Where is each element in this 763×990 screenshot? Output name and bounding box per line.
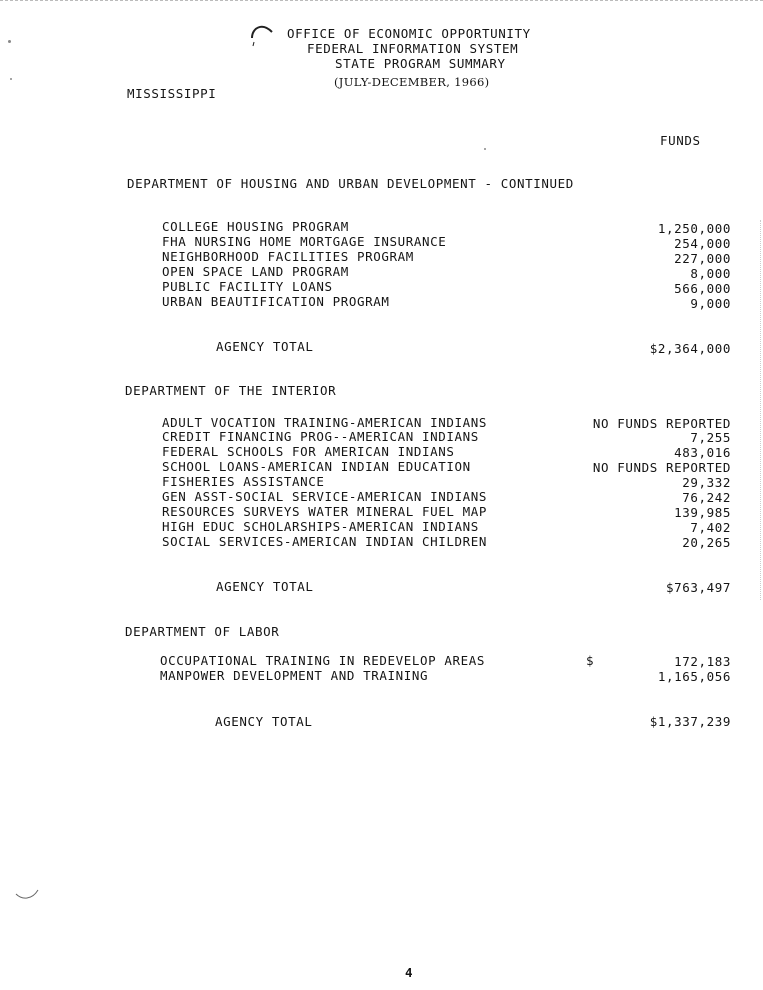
agency-total-amount: $2,364,000 bbox=[649, 341, 731, 356]
section-title: DEPARTMENT OF HOUSING AND URBAN DEVELOPMENT - CONTINUED bbox=[127, 176, 574, 191]
funds-column-header: FUNDS bbox=[660, 133, 701, 148]
program-amount: 483,016 bbox=[674, 445, 731, 460]
header-system-title: FEDERAL INFORMATION SYSTEM bbox=[307, 41, 519, 56]
agency-total-amount: $763,497 bbox=[665, 580, 731, 595]
header-office-title: OFFICE OF ECONOMIC OPPORTUNITY bbox=[287, 26, 531, 41]
program-name: OCCUPATIONAL TRAINING IN REDEVELOP AREAS bbox=[160, 653, 486, 668]
program-amount: 139,985 bbox=[674, 505, 731, 520]
scan-speck bbox=[484, 148, 486, 150]
program-name: PUBLIC FACILITY LOANS bbox=[162, 279, 333, 294]
agency-total-label: AGENCY TOTAL bbox=[216, 579, 314, 594]
program-name: HIGH EDUC SCHOLARSHIPS-AMERICAN INDIANS bbox=[162, 519, 479, 534]
program-name: SOCIAL SERVICES-AMERICAN INDIAN CHILDREN bbox=[162, 534, 488, 549]
section-title: DEPARTMENT OF LABOR bbox=[125, 624, 280, 639]
program-amount: 7,402 bbox=[690, 520, 731, 535]
program-amount: 7,255 bbox=[690, 430, 731, 445]
program-name: CREDIT FINANCING PROG--AMERICAN INDIANS bbox=[162, 429, 479, 444]
program-amount: 20,265 bbox=[682, 535, 731, 550]
agency-total-label: AGENCY TOTAL bbox=[216, 339, 314, 354]
program-amount: 172,183 bbox=[674, 654, 731, 669]
program-amount: 1,165,056 bbox=[657, 669, 731, 684]
scan-speck bbox=[8, 40, 11, 43]
dollar-sign: $ bbox=[586, 653, 595, 668]
agency-total-amount: $1,337,239 bbox=[649, 714, 731, 729]
right-edge-line bbox=[760, 220, 761, 600]
page-number: 4 bbox=[405, 965, 414, 980]
program-name: ADULT VOCATION TRAINING-AMERICAN INDIANS bbox=[162, 415, 488, 430]
program-amount: 227,000 bbox=[674, 251, 731, 266]
agency-total-label: AGENCY TOTAL bbox=[215, 714, 313, 729]
program-name: RESOURCES SURVEYS WATER MINERAL FUEL MAP bbox=[162, 504, 488, 519]
program-amount: NO FUNDS REPORTED bbox=[592, 416, 731, 431]
program-name: COLLEGE HOUSING PROGRAM bbox=[162, 219, 349, 234]
program-amount: 8,000 bbox=[690, 266, 731, 281]
header-summary-title: STATE PROGRAM SUMMARY bbox=[335, 56, 506, 71]
program-amount: 9,000 bbox=[690, 296, 731, 311]
program-name: FHA NURSING HOME MORTGAGE INSURANCE bbox=[162, 234, 447, 249]
program-name: FEDERAL SCHOOLS FOR AMERICAN INDIANS bbox=[162, 444, 455, 459]
state-name: MISSISSIPPI bbox=[127, 86, 217, 101]
program-name: GEN ASST-SOCIAL SERVICE-AMERICAN INDIANS bbox=[162, 489, 488, 504]
program-amount: 1,250,000 bbox=[657, 221, 731, 236]
program-amount: 254,000 bbox=[674, 236, 731, 251]
header-period: (JULY-DECEMBER, 1966) bbox=[334, 75, 490, 89]
program-amount: NO FUNDS REPORTED bbox=[592, 460, 731, 475]
scan-speck bbox=[10, 78, 12, 80]
scan-mark-icon bbox=[14, 880, 42, 902]
program-name: SCHOOL LOANS-AMERICAN INDIAN EDUCATION bbox=[162, 459, 471, 474]
program-amount: 29,332 bbox=[682, 475, 731, 490]
scan-edge-dashes bbox=[0, 0, 763, 1]
program-name: URBAN BEAUTIFICATION PROGRAM bbox=[162, 294, 390, 309]
program-amount: 566,000 bbox=[674, 281, 731, 296]
hole-punch-mark-icon bbox=[246, 20, 276, 50]
program-name: NEIGHBORHOOD FACILITIES PROGRAM bbox=[162, 249, 414, 264]
program-name: FISHERIES ASSISTANCE bbox=[162, 474, 325, 489]
program-name: OPEN SPACE LAND PROGRAM bbox=[162, 264, 349, 279]
section-title: DEPARTMENT OF THE INTERIOR bbox=[125, 383, 337, 398]
program-name: MANPOWER DEVELOPMENT AND TRAINING bbox=[160, 668, 429, 683]
program-amount: 76,242 bbox=[682, 490, 731, 505]
